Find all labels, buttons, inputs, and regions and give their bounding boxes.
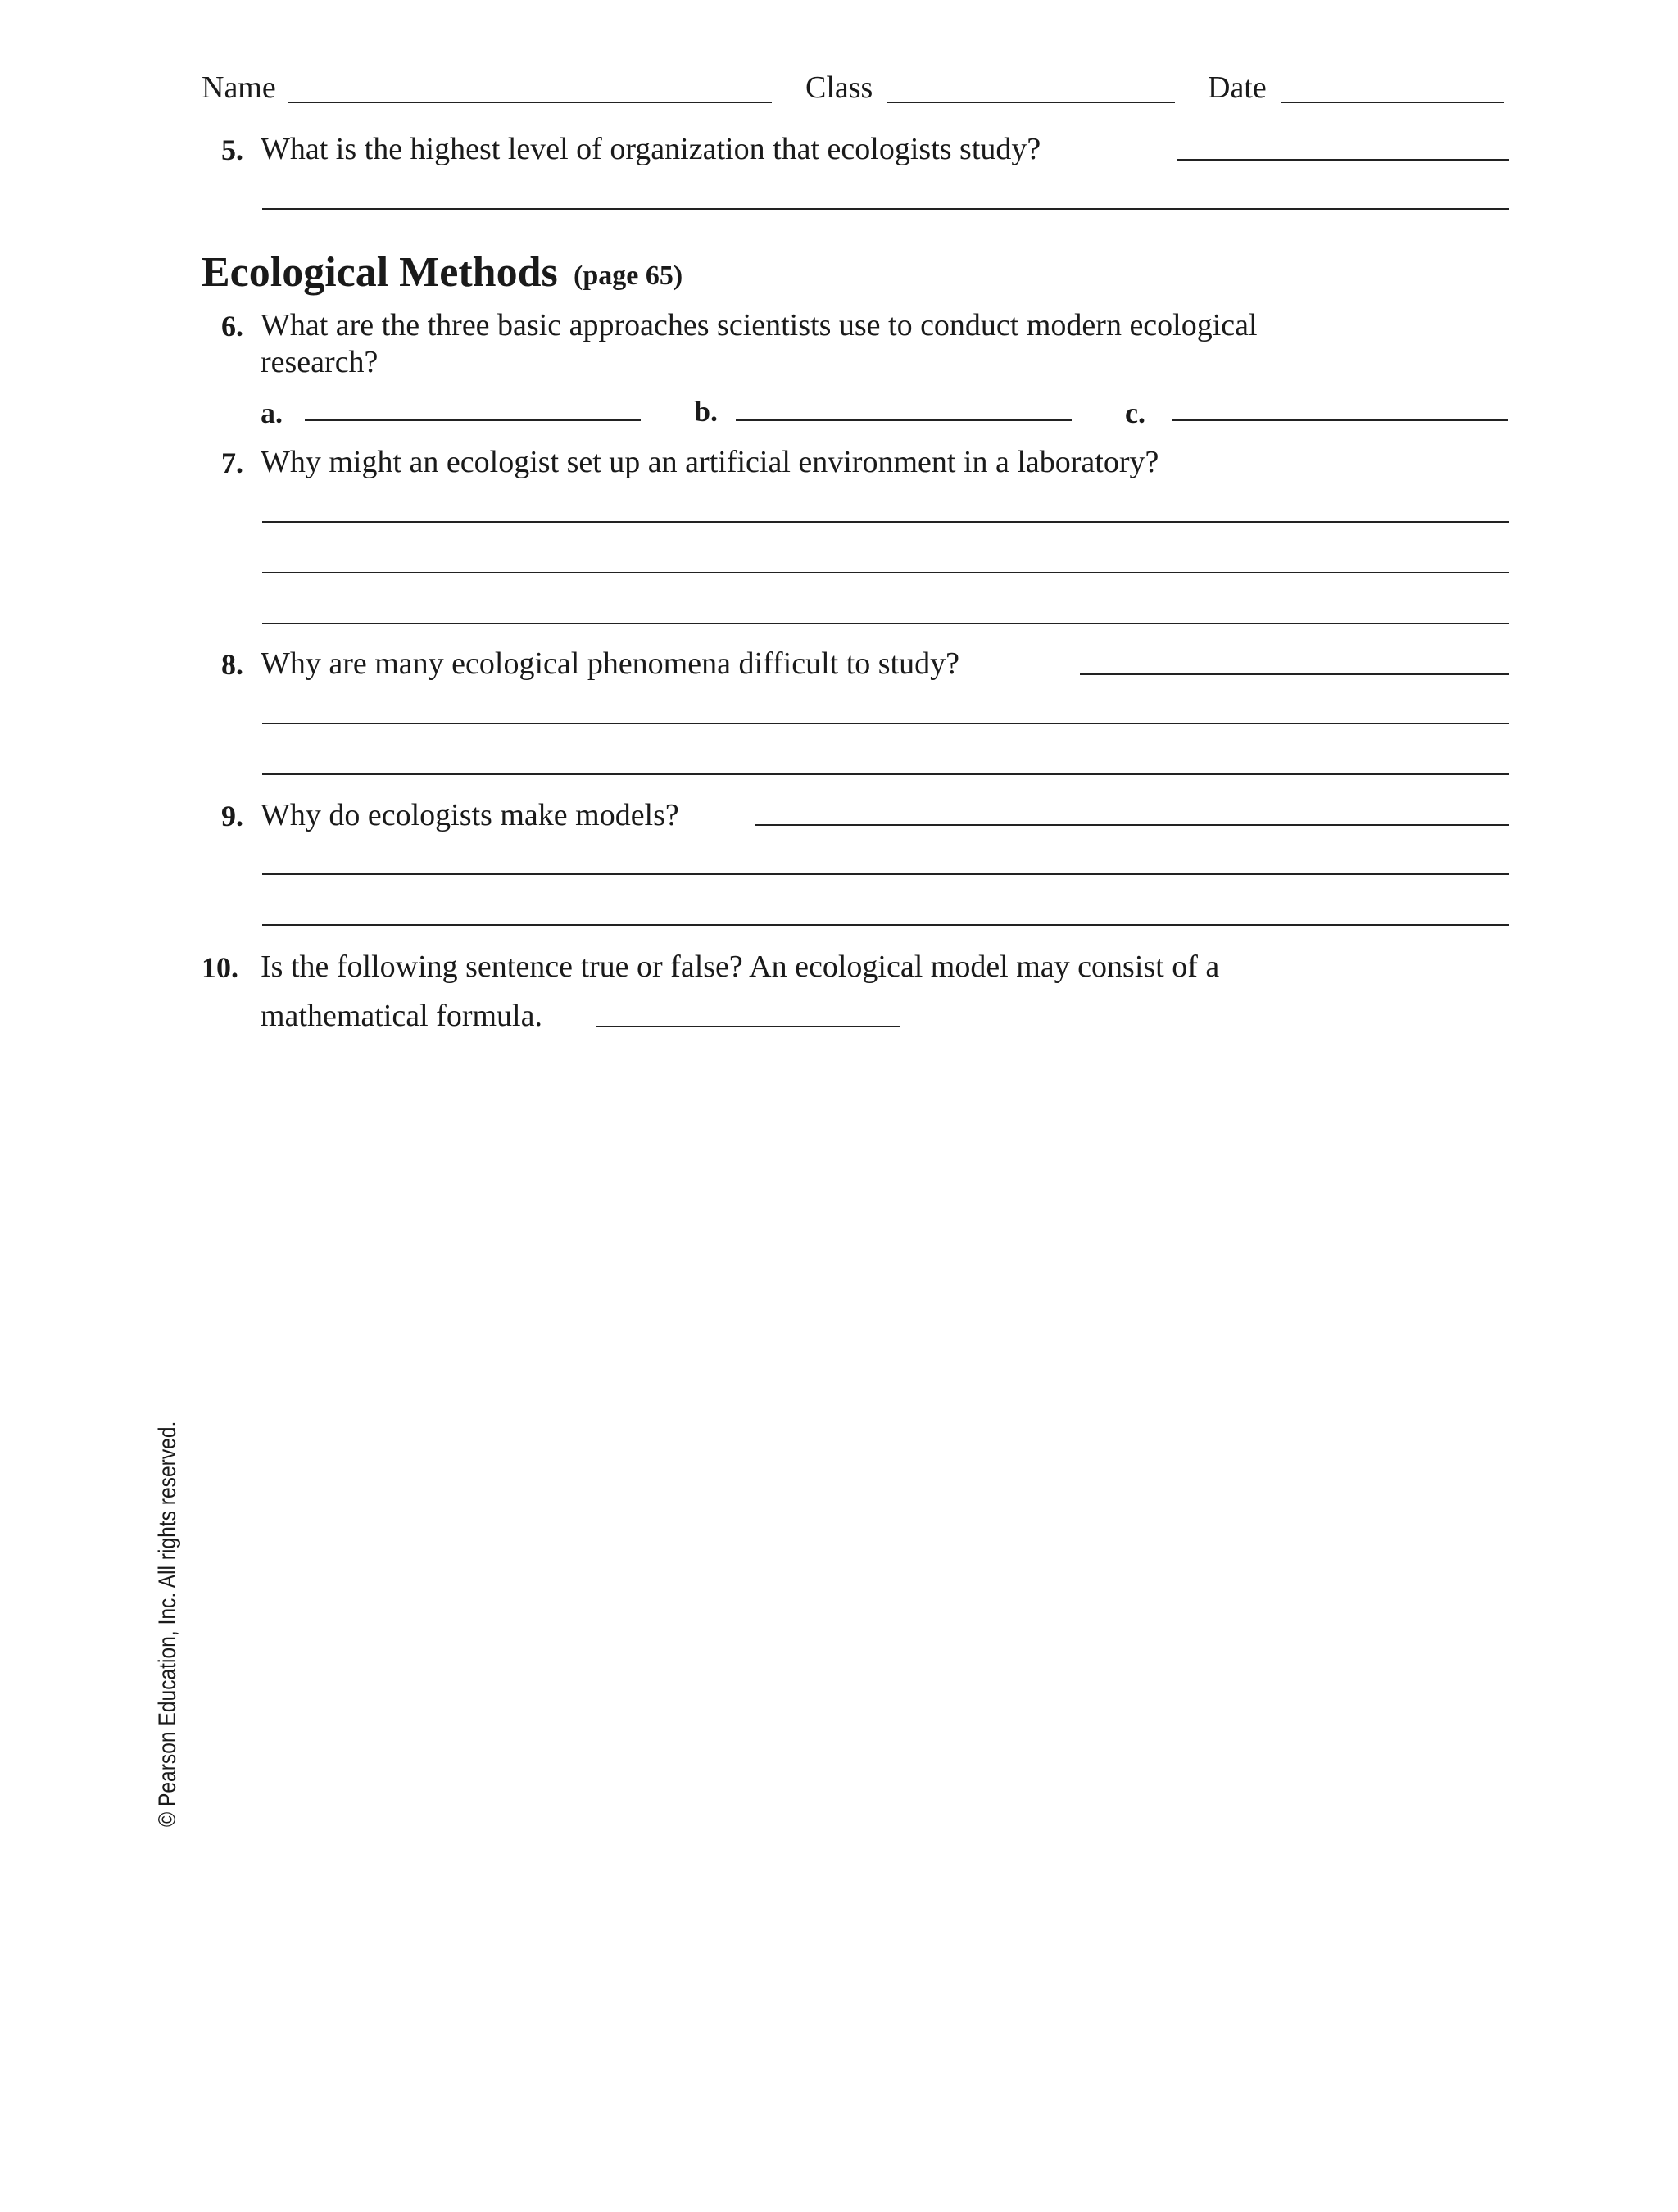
answer-line[interactable] <box>262 208 1509 210</box>
question-number: 5. <box>221 134 243 166</box>
answer-line[interactable] <box>262 723 1509 724</box>
answer-line[interactable] <box>262 521 1509 523</box>
answer-line[interactable] <box>262 572 1509 573</box>
answer-line[interactable] <box>262 924 1509 926</box>
question-text: Why are many ecological phenomena difficult to study? <box>261 646 959 681</box>
option-label-a: a. <box>261 397 283 429</box>
question-number: 8. <box>221 648 243 681</box>
name-label: Name <box>202 70 276 105</box>
option-label-b: b. <box>694 395 719 428</box>
question-number: 10. <box>202 951 238 984</box>
option-label-c: c. <box>1125 397 1145 429</box>
question-text: Why might an ecologist set up an artificial environment in a laboratory? <box>261 445 1159 479</box>
date-field[interactable] <box>1281 102 1504 103</box>
answer-line[interactable] <box>755 824 1509 826</box>
answer-line[interactable] <box>596 1026 900 1027</box>
question-text: What are the three basic approaches scientists use to conduct modern ecological <box>261 308 1258 342</box>
question-text: Why do ecologists make models? <box>261 798 679 832</box>
class-label: Class <box>805 70 873 105</box>
answer-line[interactable] <box>262 623 1509 624</box>
question-text: research? <box>261 345 379 379</box>
section-title: Ecological Methods <box>202 249 558 296</box>
question-number: 7. <box>221 446 243 479</box>
class-field[interactable] <box>887 102 1175 103</box>
section-page-ref: (page 65) <box>574 261 683 291</box>
question-number: 9. <box>221 800 243 832</box>
answer-line-c[interactable] <box>1172 419 1508 421</box>
question-text: What is the highest level of organization that ecologists study? <box>261 132 1041 166</box>
answer-line[interactable] <box>262 873 1509 875</box>
answer-line[interactable] <box>1080 673 1509 675</box>
question-number: 6. <box>221 310 243 342</box>
answer-line-b[interactable] <box>736 419 1072 421</box>
copyright-notice: © Pearson Education, Inc. All rights reserved. <box>154 1421 181 1827</box>
answer-line[interactable] <box>262 773 1509 775</box>
answer-line[interactable] <box>1177 159 1509 161</box>
answer-line-a[interactable] <box>305 419 641 421</box>
date-label: Date <box>1208 70 1267 105</box>
question-text: mathematical formula. <box>261 999 542 1033</box>
name-field[interactable] <box>288 102 772 103</box>
question-text: Is the following sentence true or false? An ecological model may consist of a <box>261 950 1220 984</box>
